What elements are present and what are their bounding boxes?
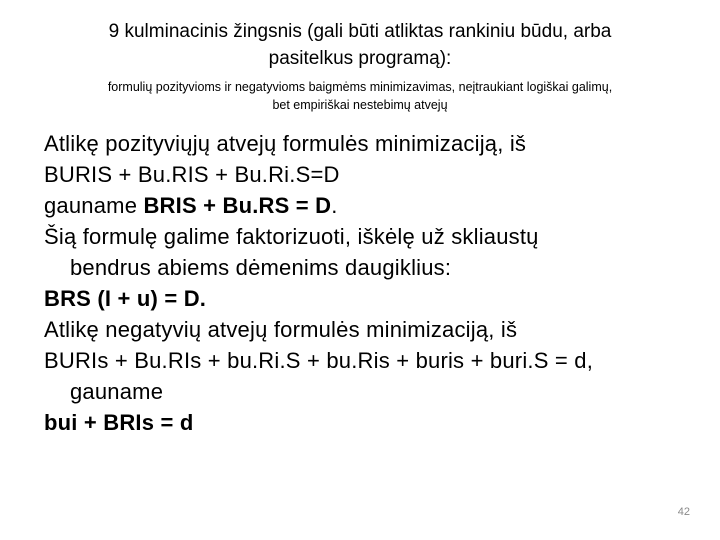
body-line-2: BURIS + Bu.RIS + Bu.Ri.S=D [44, 162, 340, 187]
body-line-3 [44, 190, 684, 221]
body-line-4: Šią formulę galime faktorizuoti, iškėlę už skliaustų [44, 224, 539, 249]
body-line-9: gauname [70, 379, 164, 404]
subtitle-line-1: formulių pozityvioms ir negatyvioms baigmėms minimizavimas, neįtraukiant logiškai galimų, [107, 80, 613, 94]
slide-title [40, 18, 680, 72]
body-line-3-suffix: . [331, 193, 338, 218]
title-line-1: 9 kulminacinis žingsnis (gali būti atliktas rankiniu būdu, arba [108, 21, 612, 42]
page-number: 42 [677, 506, 690, 518]
title-line-2: pasitelkus programą): [268, 48, 452, 69]
slide-subtitle [20, 78, 700, 114]
slide-body [44, 128, 684, 438]
body-line-10 [44, 407, 684, 438]
body-line-6-formula: BRS (I + u) = D. [44, 286, 207, 311]
body-line-5: bendrus abiems dėmenims daugiklius: [70, 255, 452, 280]
body-line-3-formula: BRIS + Bu.RS = D [143, 193, 332, 218]
subtitle-line-2: bet empiriškai nestebimų atvejų [272, 98, 448, 112]
body-line-8: BURIs + Bu.RIs + bu.Ri.S + bu.Ris + buris + buri.S = d, [44, 348, 594, 373]
body-line-7: Atlikę negatyvių atvejų formulės minimizaciją, iš [44, 317, 518, 342]
body-line-1: Atlikę pozityviųjų atvejų formulės minimizaciją, iš [44, 131, 527, 156]
body-line-10-formula: bui + BRIs = d [44, 410, 194, 435]
body-line-6 [44, 283, 684, 314]
body-line-3-prefix: gauname [44, 193, 144, 218]
